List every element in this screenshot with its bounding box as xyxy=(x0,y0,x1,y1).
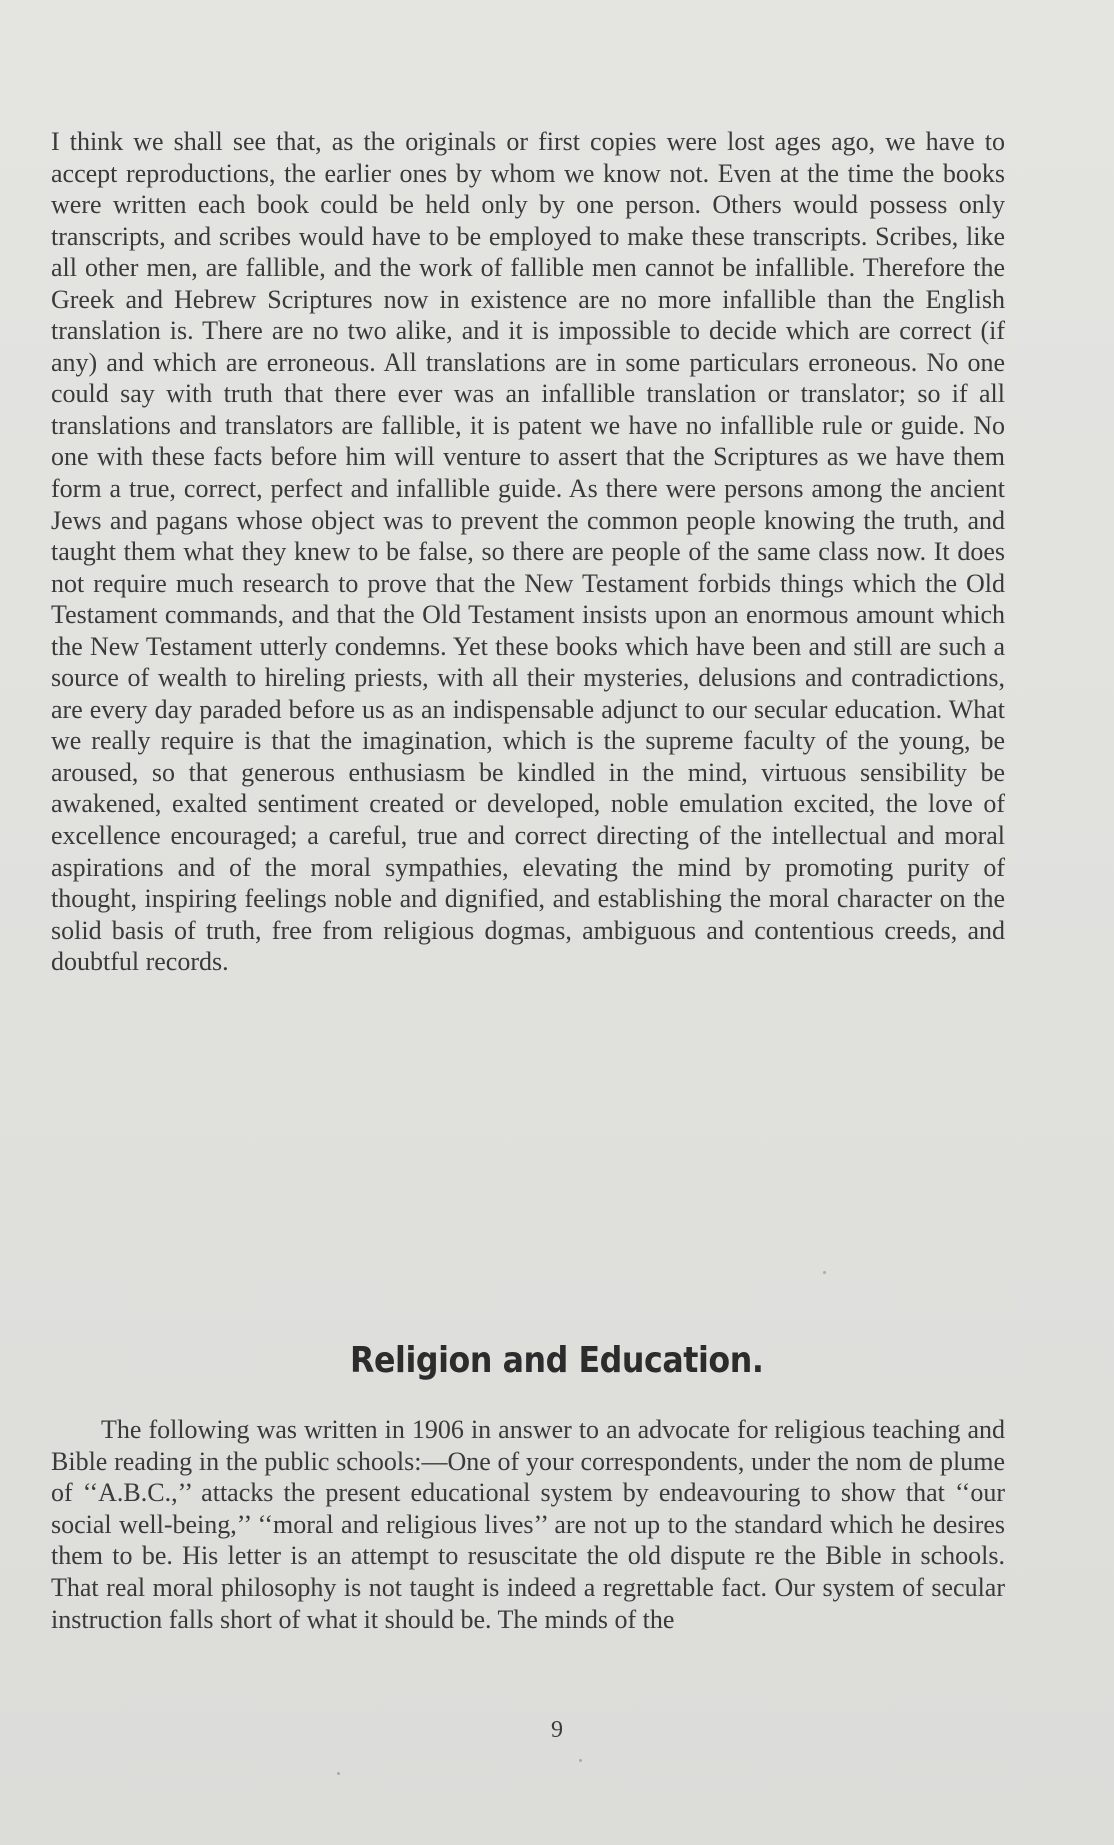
body-paragraph-2: The following was written in 1906 in answer to an advocate for religious teaching and Bible reading in the public schools:—One of your correspondents, under the nom de plume of ‘‘A.B.C.,’’ attacks the present educational system by endeavouring to show that ‘‘our social well-being,’’ ‘‘moral and religious lives’’ are not up to the standard which he desires them to be. His letter is an attempt to resuscitate the old dispute re the Bible in schools. That real moral philosophy is not taught is indeed a regrettable fact. Our system of secular instruction falls short of what it should be. The minds of the xyxy=(51,1415,1005,1634)
section-heading: Religion and Education. xyxy=(350,1340,764,1381)
page-number: 9 xyxy=(551,1717,563,1743)
paper-speck xyxy=(579,1759,582,1762)
paper-speck xyxy=(823,1271,826,1274)
paper-speck xyxy=(337,1772,340,1775)
body-paragraph-1: I think we shall see that, as the originals or first copies were lost ages ago, we have to accept reproductions, the earlier ones by whom we know not. Even at the time the books were written each book could be held only by one person. Others would possess only transcripts, and scribes would have to be employed to make these transcripts. Scribes, like all other men, are fallible, and the work of fallible men cannot be infallible. Therefore the Greek and Hebrew Scriptures now in existence are no more infallible than the English translation is. There are no two alike, and it is impossible to decide which are correct (if any) and which are erroneous. All translations are in some particulars erroneous. No one could say with truth that there ever was an infallible translation or translator; so if all translations and translators are fallible, it is patent we have no infallible rule or guide. No one with these facts before him will venture to assert that the Scriptures as we have them form a true, correct, perfect and infallible guide. As there were persons among the ancient Jews and pagans whose object was to prevent the common people knowing the truth, and taught them what they knew to be false, so there are people of the same class now. It does not require much research to prove that the New Testament forbids things which the Old Testament commands, and that the Old Testament insists upon an enormous amount which the New Testament utterly condemns. Yet these books which have been and still are such a source of wealth to hireling priests, with all their mysteries, delusions and contradictions, are every day paraded before us as an indispensable adjunct to our secular education. What we really require is that the imagination, which is the supreme faculty of the young, be aroused, so that generous enthusiasm be kindled in the mind, virtuous sensibility be awakened, exalted sentiment created or developed, noble emulation excited, the love of excellence encouraged; a careful, true and correct directing of the intellectual and moral aspirations and of the moral sympathies, elevating the mind by promoting purity of thought, inspiring feelings noble and dignified, and establishing the moral character on the solid basis of truth, free from religious dogmas, ambiguous and contentious creeds, and doubtful records. xyxy=(51,127,1005,977)
